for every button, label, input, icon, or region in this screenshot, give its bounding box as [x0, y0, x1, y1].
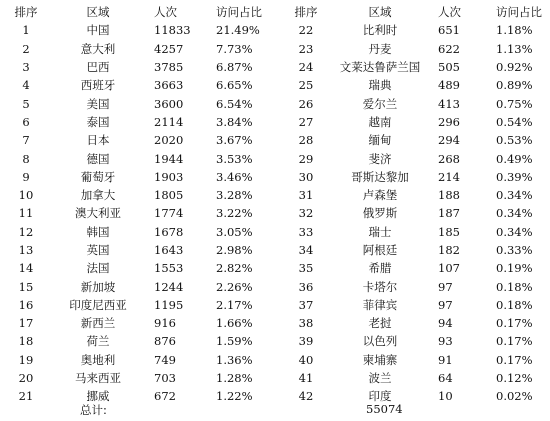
visits-cell: 1903	[154, 169, 184, 184]
rank-cell: 17	[18, 316, 34, 331]
rank-cell: 12	[18, 224, 34, 239]
rank-cell: 37	[298, 297, 314, 312]
visits-cell: 64	[438, 371, 453, 386]
visits-cell: 703	[154, 371, 176, 386]
rank-cell: 31	[298, 188, 314, 203]
table-row	[4, 296, 270, 314]
rank-cell: 38	[298, 316, 314, 331]
region-cell: 以色列	[362, 334, 398, 349]
share-cell: 0.18%	[496, 279, 533, 294]
rank-cell: 42	[298, 389, 314, 404]
rank-cell: 19	[18, 352, 34, 367]
table-row	[284, 314, 550, 332]
table-row	[4, 277, 270, 295]
visits-cell: 916	[154, 316, 176, 331]
share-cell: 6.54%	[216, 96, 253, 111]
visits-cell: 505	[438, 60, 460, 75]
rank-cell: 13	[18, 243, 34, 257]
share-cell: 0.39%	[496, 169, 533, 184]
table-row	[284, 369, 550, 387]
share-cell: 0.34%	[496, 224, 533, 239]
total-value: 55074	[366, 402, 403, 416]
region-cell: 澳大利亚	[75, 206, 121, 221]
region-cell: 印度	[368, 389, 392, 404]
table-row	[284, 387, 550, 405]
region-cell: 瑞典	[368, 78, 392, 93]
rank-cell: 4	[22, 78, 30, 93]
header-rank: 排序	[294, 5, 318, 20]
share-cell: 0.53%	[496, 133, 533, 148]
visits-cell: 1774	[154, 206, 184, 221]
table-row	[4, 351, 270, 369]
share-cell: 0.17%	[496, 334, 533, 349]
rank-cell: 18	[18, 334, 34, 349]
region-cell: 荷兰	[86, 334, 110, 349]
region-cell: 比利时	[362, 23, 398, 38]
share-cell: 0.92%	[496, 60, 533, 75]
rank-cell: 41	[298, 371, 314, 386]
visits-cell: 294	[438, 133, 460, 148]
region-cell: 加拿大	[80, 188, 116, 203]
share-cell: 0.75%	[496, 96, 533, 111]
region-cell: 越南	[368, 114, 392, 129]
table-header-row	[284, 3, 550, 21]
table-row	[4, 76, 270, 94]
share-cell: 3.05%	[216, 224, 253, 239]
header-share: 访问占比	[216, 5, 262, 20]
rank-cell: 24	[298, 60, 314, 75]
table-row	[284, 204, 550, 222]
header-region: 区域	[86, 5, 110, 20]
table-row	[284, 40, 550, 58]
table-row	[4, 204, 270, 222]
table-header-row	[4, 3, 270, 21]
visits-cell: 749	[154, 352, 176, 367]
header-visits: 人次	[438, 5, 461, 20]
share-cell: 0.33%	[496, 243, 533, 257]
visits-table-left	[4, 3, 270, 406]
table-row	[284, 296, 550, 314]
visits-cell: 94	[438, 316, 453, 331]
table-row	[4, 241, 270, 259]
table-row	[284, 76, 550, 94]
table-row	[4, 113, 270, 131]
rank-cell: 9	[22, 169, 30, 184]
visits-cell: 3600	[154, 96, 184, 111]
table-row	[4, 314, 270, 332]
visits-cell: 489	[438, 78, 460, 93]
share-cell: 2.17%	[216, 297, 253, 312]
rank-cell: 10	[18, 188, 34, 203]
share-cell: 3.84%	[216, 114, 253, 129]
region-cell: 希腊	[368, 261, 392, 276]
rank-cell: 7	[22, 133, 30, 148]
share-cell: 2.26%	[216, 279, 253, 294]
visits-cell: 10	[438, 389, 453, 404]
visits-table-right	[284, 3, 550, 406]
region-cell: 阿根廷	[362, 243, 398, 257]
region-cell: 挪威	[86, 389, 110, 404]
visits-cell: 214	[438, 169, 460, 184]
rank-cell: 25	[298, 78, 314, 93]
rank-cell: 1	[22, 23, 30, 38]
region-cell: 马来西亚	[75, 371, 121, 386]
visits-cell: 1195	[154, 297, 184, 312]
share-cell: 1.13%	[496, 41, 533, 56]
rank-cell: 32	[298, 206, 314, 221]
rank-cell: 29	[298, 151, 314, 166]
region-cell: 英国	[86, 243, 110, 257]
rank-cell: 8	[22, 151, 30, 166]
rank-cell: 23	[298, 41, 314, 56]
visits-cell: 97	[438, 297, 453, 312]
share-cell: 0.54%	[496, 114, 533, 129]
visits-cell: 296	[438, 114, 460, 129]
table-row	[284, 113, 550, 131]
share-cell: 1.18%	[496, 23, 533, 38]
table-row	[4, 131, 270, 149]
region-cell: 中国	[86, 23, 110, 38]
visits-cell: 268	[438, 151, 460, 166]
share-cell: 0.19%	[496, 261, 533, 276]
share-cell: 3.46%	[216, 169, 253, 184]
region-cell: 菲律宾	[362, 297, 398, 312]
region-cell: 德国	[86, 151, 110, 166]
table-row	[4, 332, 270, 350]
region-cell: 哥斯达黎加	[351, 169, 409, 184]
region-cell: 爱尔兰	[362, 96, 398, 111]
visits-cell: 1944	[154, 151, 184, 166]
table-row	[4, 387, 270, 405]
visits-cell: 185	[438, 224, 460, 239]
table-row	[4, 168, 270, 186]
visits-cell: 97	[438, 279, 453, 294]
header-region: 区域	[368, 5, 392, 20]
rank-cell: 2	[22, 41, 30, 56]
rank-cell: 27	[298, 114, 314, 129]
rank-cell: 26	[298, 96, 314, 111]
rank-cell: 21	[18, 389, 34, 404]
table-row	[4, 58, 270, 76]
table-row	[284, 168, 550, 186]
total-label: 总计:	[80, 403, 107, 417]
share-cell: 2.98%	[216, 243, 253, 257]
visits-cell: 622	[438, 41, 460, 56]
rank-cell: 11	[18, 206, 34, 221]
visits-cell: 1553	[154, 261, 184, 276]
table-row	[284, 186, 550, 204]
share-cell: 3.67%	[216, 133, 253, 148]
rank-cell: 16	[18, 297, 34, 312]
visits-cell: 182	[438, 243, 460, 257]
table-row	[284, 241, 550, 259]
visits-cell: 2114	[154, 114, 184, 129]
rank-cell: 28	[298, 133, 314, 148]
visits-cell: 413	[438, 96, 460, 111]
region-cell: 新加坡	[80, 279, 116, 294]
table-row	[4, 40, 270, 58]
rank-cell: 33	[298, 224, 314, 239]
rank-cell: 3	[22, 60, 30, 75]
share-cell: 0.49%	[496, 151, 533, 166]
region-cell: 法国	[86, 261, 110, 276]
share-cell: 3.22%	[216, 206, 253, 221]
share-cell: 0.34%	[496, 206, 533, 221]
table-row	[4, 94, 270, 112]
share-cell: 1.59%	[216, 334, 253, 349]
region-cell: 日本	[86, 133, 110, 148]
rank-cell: 34	[298, 243, 314, 257]
region-cell: 葡萄牙	[80, 169, 116, 184]
table-row	[4, 21, 270, 39]
visits-cell: 1643	[154, 243, 184, 257]
visits-cell: 2020	[154, 133, 184, 148]
visits-cell: 93	[438, 334, 453, 349]
region-cell: 印度尼西亚	[69, 297, 127, 312]
region-cell: 斐济	[368, 151, 392, 166]
rank-cell: 35	[298, 261, 314, 276]
table-row	[4, 369, 270, 387]
visits-cell: 1244	[154, 279, 184, 294]
share-cell: 7.73%	[216, 41, 253, 56]
share-cell: 3.53%	[216, 151, 253, 166]
share-cell: 0.89%	[496, 78, 533, 93]
rank-cell: 14	[18, 261, 34, 276]
rank-cell: 36	[298, 279, 314, 294]
region-cell: 韩国	[86, 224, 110, 239]
share-cell: 3.28%	[216, 188, 253, 203]
visits-cell: 3785	[154, 60, 184, 75]
visits-cell: 1678	[154, 224, 184, 239]
region-cell: 卢森堡	[362, 188, 398, 203]
visits-cell: 651	[438, 23, 460, 38]
rank-cell: 22	[298, 23, 314, 38]
visits-cell: 1805	[154, 188, 184, 203]
header-rank: 排序	[14, 5, 38, 20]
table-row	[284, 58, 550, 76]
rank-cell: 20	[18, 371, 34, 386]
table-row	[284, 351, 550, 369]
visits-cell: 11833	[154, 23, 191, 38]
share-cell: 1.66%	[216, 316, 253, 331]
region-cell: 意大利	[80, 41, 116, 56]
table-row	[4, 223, 270, 241]
header-share: 访问占比	[496, 5, 542, 20]
region-cell: 泰国	[86, 114, 110, 129]
rank-cell: 15	[18, 279, 34, 294]
table-row	[4, 186, 270, 204]
region-cell: 美国	[86, 96, 110, 111]
share-cell: 0.17%	[496, 352, 533, 367]
region-cell: 新西兰	[80, 316, 116, 331]
share-cell: 0.17%	[496, 316, 533, 331]
rank-cell: 39	[298, 334, 314, 349]
table-row	[284, 149, 550, 167]
region-cell: 瑞士	[368, 224, 392, 239]
rank-cell: 6	[22, 114, 30, 129]
visits-cell: 3663	[154, 78, 184, 93]
visits-cell: 876	[154, 334, 176, 349]
rank-cell: 30	[298, 169, 314, 184]
share-cell: 0.12%	[496, 371, 533, 386]
region-cell: 波兰	[368, 371, 392, 386]
visits-cell: 672	[154, 389, 176, 404]
region-cell: 老挝	[368, 316, 392, 331]
table-row	[284, 131, 550, 149]
region-cell: 柬埔寨	[362, 352, 398, 367]
share-cell: 6.65%	[216, 78, 253, 93]
share-cell: 0.18%	[496, 297, 533, 312]
share-cell: 21.49%	[216, 23, 260, 38]
region-cell: 西班牙	[80, 78, 116, 93]
table-row	[284, 332, 550, 350]
table-row	[284, 21, 550, 39]
table-row	[284, 259, 550, 277]
visits-cell: 91	[438, 352, 453, 367]
region-cell: 卡塔尔	[362, 279, 398, 294]
header-visits: 人次	[154, 5, 177, 20]
rank-cell: 40	[298, 352, 314, 367]
visits-cell: 107	[438, 261, 460, 276]
region-cell: 俄罗斯	[362, 206, 398, 221]
table-row	[4, 149, 270, 167]
share-cell: 2.82%	[216, 261, 253, 276]
share-cell: 6.87%	[216, 60, 253, 75]
region-cell: 缅甸	[368, 133, 392, 148]
table-row	[284, 223, 550, 241]
share-cell: 0.34%	[496, 188, 533, 203]
table-row	[284, 277, 550, 295]
visits-cell: 4257	[154, 41, 184, 56]
region-cell: 文莱达鲁萨兰国	[339, 60, 421, 75]
region-cell: 巴西	[86, 60, 110, 75]
rank-cell: 5	[22, 96, 30, 111]
share-cell: 1.28%	[216, 371, 253, 386]
table-row	[284, 94, 550, 112]
share-cell: 1.22%	[216, 389, 253, 404]
visits-cell: 188	[438, 188, 460, 203]
region-cell: 丹麦	[368, 41, 392, 56]
region-cell: 奥地利	[80, 352, 116, 367]
share-cell: 0.02%	[496, 389, 533, 404]
share-cell: 1.36%	[216, 352, 253, 367]
table-row	[4, 259, 270, 277]
visits-cell: 187	[438, 206, 460, 221]
